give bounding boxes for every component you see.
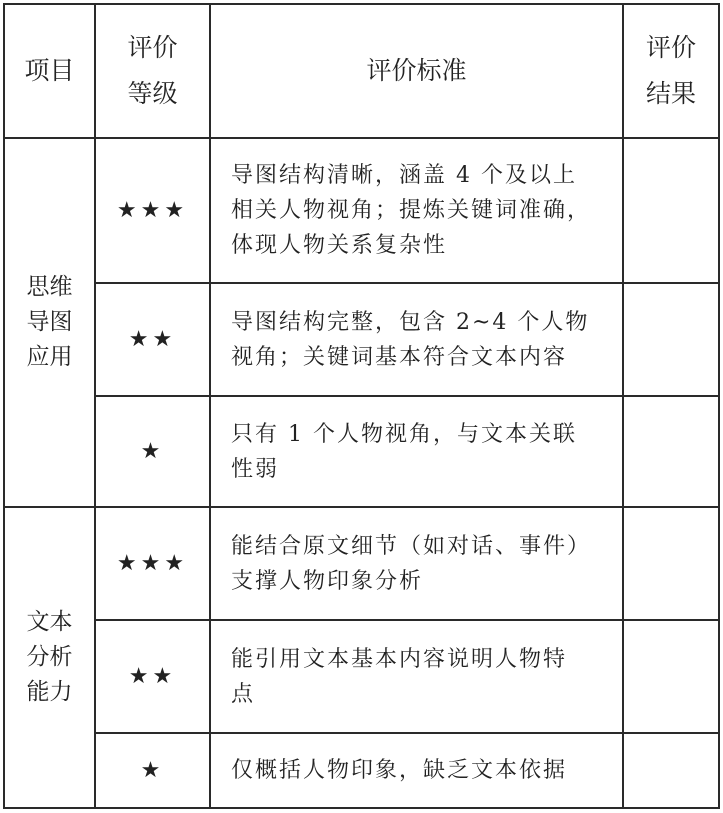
level-stars: ★★★	[95, 138, 210, 283]
table-row	[4, 283, 719, 396]
level-stars: ★★★	[95, 507, 210, 620]
table-row	[4, 733, 719, 808]
criteria-line: 能结合原文细节（如对话、事件）	[231, 533, 592, 559]
table-row	[4, 138, 719, 283]
level-stars: ★	[95, 396, 210, 507]
level-stars: ★	[95, 733, 210, 808]
result-cell[interactable]	[623, 138, 719, 283]
criteria-line: 视角；关键词基本符合文本内容	[231, 344, 568, 370]
criteria-cell	[210, 138, 623, 283]
item-line: 分析	[26, 644, 73, 670]
table-row	[4, 507, 719, 620]
result-cell[interactable]	[623, 733, 719, 808]
result-cell[interactable]	[623, 396, 719, 507]
criteria-line: 性弱	[231, 456, 280, 482]
criteria-line: 相关人物视角；提炼关键词准确，	[231, 198, 592, 223]
criteria-line: 只有 1 个人物视角，与文本关联	[231, 421, 577, 447]
table-row	[4, 396, 719, 507]
result-cell[interactable]	[623, 283, 719, 396]
header-level-line2: 等级	[127, 79, 178, 108]
item-line: 能力	[26, 679, 73, 705]
header-criteria	[210, 4, 623, 138]
item-line: 应用	[26, 344, 73, 370]
header-item	[4, 4, 95, 138]
level-stars: ★★	[95, 283, 210, 396]
criteria-line: 仅概括人物印象，缺乏文本依据	[231, 758, 568, 783]
level-stars: ★★	[95, 620, 210, 733]
criteria-line: 导图结构清晰，涵盖 4 个及以上	[231, 163, 577, 188]
header-result-line1: 评价	[645, 33, 696, 62]
evaluation-table	[3, 3, 720, 809]
result-cell[interactable]	[623, 620, 719, 733]
table-row	[4, 620, 719, 733]
header-level	[95, 4, 210, 138]
header-item-label: 项目	[24, 56, 75, 85]
item-line: 思维	[26, 274, 73, 300]
header-result	[623, 4, 719, 138]
item-line: 导图	[26, 309, 73, 335]
criteria-cell	[210, 396, 623, 507]
criteria-line: 体现人物关系复杂性	[231, 233, 448, 258]
criteria-line: 导图结构完整，包含 2~4 个人物	[231, 309, 590, 335]
item-cell-text-analysis	[4, 507, 95, 808]
criteria-line: 支撑人物印象分析	[231, 568, 424, 594]
criteria-cell	[210, 283, 623, 396]
criteria-cell	[210, 507, 623, 620]
result-cell[interactable]	[623, 507, 719, 620]
criteria-line: 能引用文本基本内容说明人物特	[231, 646, 568, 672]
item-cell-mindmap	[4, 138, 95, 507]
header-result-line2: 结果	[645, 79, 696, 108]
item-line: 文本	[26, 609, 73, 635]
criteria-cell	[210, 620, 623, 733]
header-row	[4, 4, 719, 138]
criteria-line: 点	[231, 681, 256, 707]
header-level-line1: 评价	[127, 33, 178, 62]
criteria-cell	[210, 733, 623, 808]
header-criteria-label: 评价标准	[366, 56, 467, 85]
